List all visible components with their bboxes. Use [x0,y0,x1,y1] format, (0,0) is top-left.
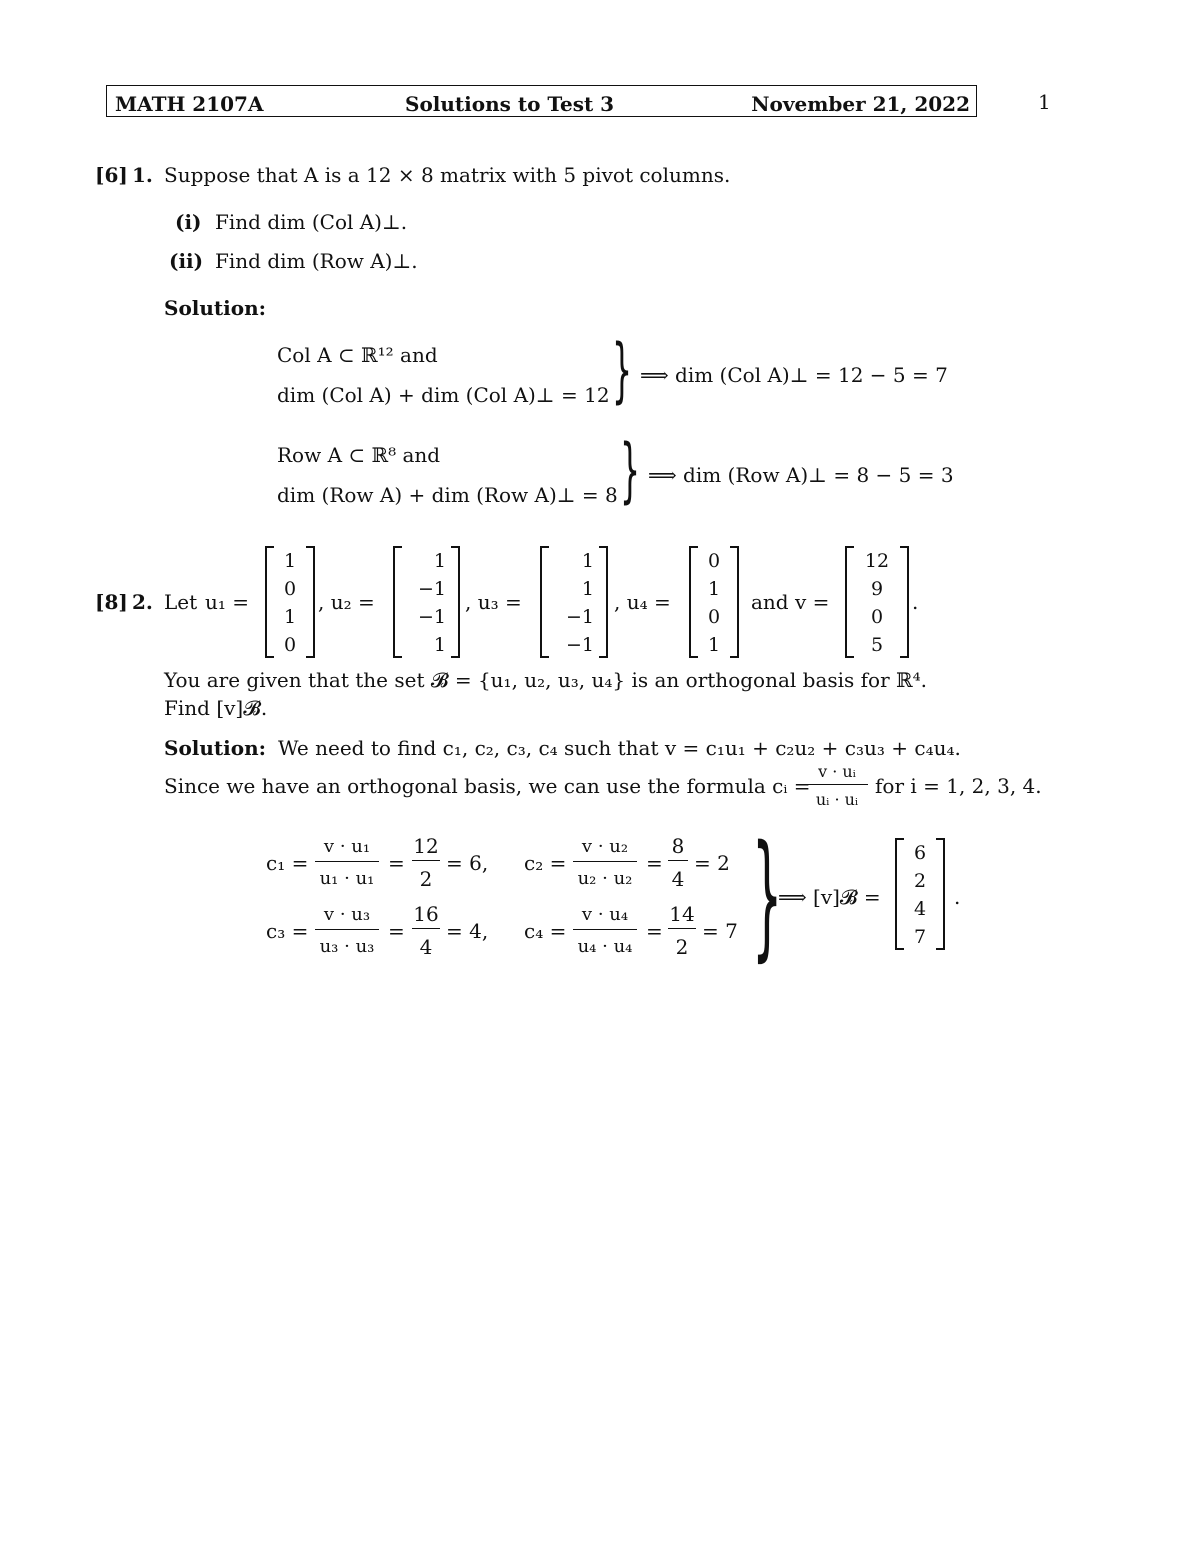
matrix-cell: 5 [870,634,884,656]
matrix-cell: 7 [913,926,927,948]
q2-number: 2. [132,590,153,614]
fraction-numerator: v · u₃ [323,904,371,925]
fraction-denominator: 4 [671,867,685,891]
matrix-cell: −1 [565,606,594,628]
fraction-numerator: v · uᵢ [818,762,856,781]
row-line-2: dim (Row A) + dim (Row A)⊥ = 8 [277,483,618,507]
fraction-denominator: u₄ · u₄ [577,936,633,957]
fraction-denominator: 2 [675,935,689,959]
fraction-numerator: 8 [671,834,685,858]
q2-formula-tail: for i = 1, 2, 3, 4. [875,774,1042,798]
c4-lhs: c₄ = [524,919,567,943]
matrix-cell: 12 [864,550,890,572]
c1-eq: = [388,851,405,875]
col-line-1: Col A ⊂ ℝ¹² and [277,343,438,367]
matrix-u1 [265,546,315,658]
q2-solution-text: We need to find c₁, c₂, c₃, c₄ such that v = c₁u₁ + c₂u₂ + c₃u₃ + c₄u₄. [278,736,961,760]
c2-lhs: c₂ = [524,851,567,875]
fraction-denominator: uᵢ · uᵢ [815,790,859,809]
result-period: . [954,885,961,909]
right-brace: } [620,429,641,511]
and-v-label: and v = [751,590,830,614]
c2-fraction [573,836,637,890]
matrix-cell: 9 [870,578,884,600]
q2-solution-label: Solution: [164,736,267,760]
page-header [106,85,977,117]
c4-fraction [573,904,637,958]
matrix-u4 [689,546,739,658]
matrix-cell: 1 [433,634,446,656]
document-date: November 21, 2022 [751,92,970,116]
matrix-cell: 1 [581,550,594,572]
c3-fraction [315,904,379,958]
c2-value-fraction [668,834,688,890]
q1-number: 1. [132,163,153,187]
fraction-denominator: 2 [419,867,433,891]
matrix-result [895,838,945,950]
c2-result: = 2 [694,851,730,875]
c3-value-fraction [412,902,440,958]
c4-value-fraction [668,902,696,958]
q2-marks: [8] [95,590,128,614]
matrix-cell: 0 [283,634,297,656]
matrix-cell: 0 [707,606,721,628]
matrix-cell: 4 [913,898,927,920]
row-result: ⟹ dim (Row A)⊥ = 8 − 5 = 3 [648,463,954,487]
q1-statement: Suppose that A is a 12 × 8 matrix with 5 pivot columns. [164,163,731,187]
matrix-cell: 1 [283,550,297,572]
col-result: ⟹ dim (Col A)⊥ = 12 − 5 = 7 [640,363,948,387]
c3-result: = 4, [446,919,489,943]
matrix-cell: 2 [913,870,927,892]
u3-label: , u₃ = [465,590,522,614]
matrix-u2 [393,546,460,658]
c1-lhs: c₁ = [266,851,309,875]
right-brace: } [612,329,633,411]
q1-solution-label: Solution: [164,296,267,320]
col-line-2: dim (Col A) + dim (Col A)⊥ = 12 [277,383,610,407]
c3-lhs: c₃ = [266,919,309,943]
q2-let: Let [164,590,198,614]
q1-part-i-label: (i) [175,210,202,234]
matrix-cell: 1 [707,634,721,656]
q1-marks: [6] [95,163,128,187]
fraction-numerator: 16 [413,902,439,926]
matrix-cell: 1 [581,578,594,600]
matrix-cell: 0 [707,550,721,572]
q2-period: . [912,590,919,614]
matrix-cell: 0 [283,578,297,600]
fraction-denominator: u₁ · u₁ [319,868,375,889]
matrix-cell: 0 [870,606,884,628]
fraction-denominator: 4 [419,935,433,959]
page-number: 1 [1038,90,1051,114]
q1-part-ii-label: (ii) [169,249,204,273]
right-brace: } [752,817,783,975]
matrix-cell: 6 [913,842,927,864]
c2-eq: = [646,851,663,875]
q1-part-i: Find dim (Col A)⊥. [215,210,408,234]
fraction-numerator: v · u₂ [581,836,629,857]
fraction-numerator: v · u₄ [581,904,629,925]
matrix-cell: 1 [283,606,297,628]
course-code: MATH 2107A [115,92,264,116]
u2-label: , u₂ = [318,590,375,614]
matrix-cell: −1 [417,606,446,628]
c1-value-fraction [412,834,440,890]
q2-find: Find [v]𝓑. [164,696,268,720]
c1-result: = 6, [446,851,489,875]
fraction-numerator: v · u₁ [323,836,371,857]
c3-eq: = [388,919,405,943]
matrix-v [845,546,909,658]
q2-formula-text: Since we have an orthogonal basis, we can use the formula cᵢ = [164,774,811,798]
matrix-cell: 1 [707,578,721,600]
matrix-cell: −1 [417,578,446,600]
c1-fraction [315,836,379,890]
matrix-u3 [540,546,608,658]
document-title: Solutions to Test 3 [405,92,615,116]
c4-eq: = [646,919,663,943]
fraction-numerator: 12 [413,834,439,858]
matrix-cell: −1 [565,634,594,656]
q2-implies: ⟹ [v]𝓑 = [778,885,881,909]
formula-fraction [806,762,868,812]
c4-result: = 7 [702,919,738,943]
fraction-numerator: 14 [669,902,695,926]
fraction-denominator: u₃ · u₃ [319,936,375,957]
q1-part-ii: Find dim (Row A)⊥. [215,249,418,273]
u4-label: , u₄ = [614,590,671,614]
row-line-1: Row A ⊂ ℝ⁸ and [277,443,441,467]
fraction-denominator: u₂ · u₂ [577,868,633,889]
u1-label: u₁ = [205,590,250,614]
q2-given: You are given that the set 𝓑 = {u₁, u₂, u₃, u₄} is an orthogonal basis for ℝ⁴. [164,668,928,692]
matrix-cell: 1 [433,550,446,572]
